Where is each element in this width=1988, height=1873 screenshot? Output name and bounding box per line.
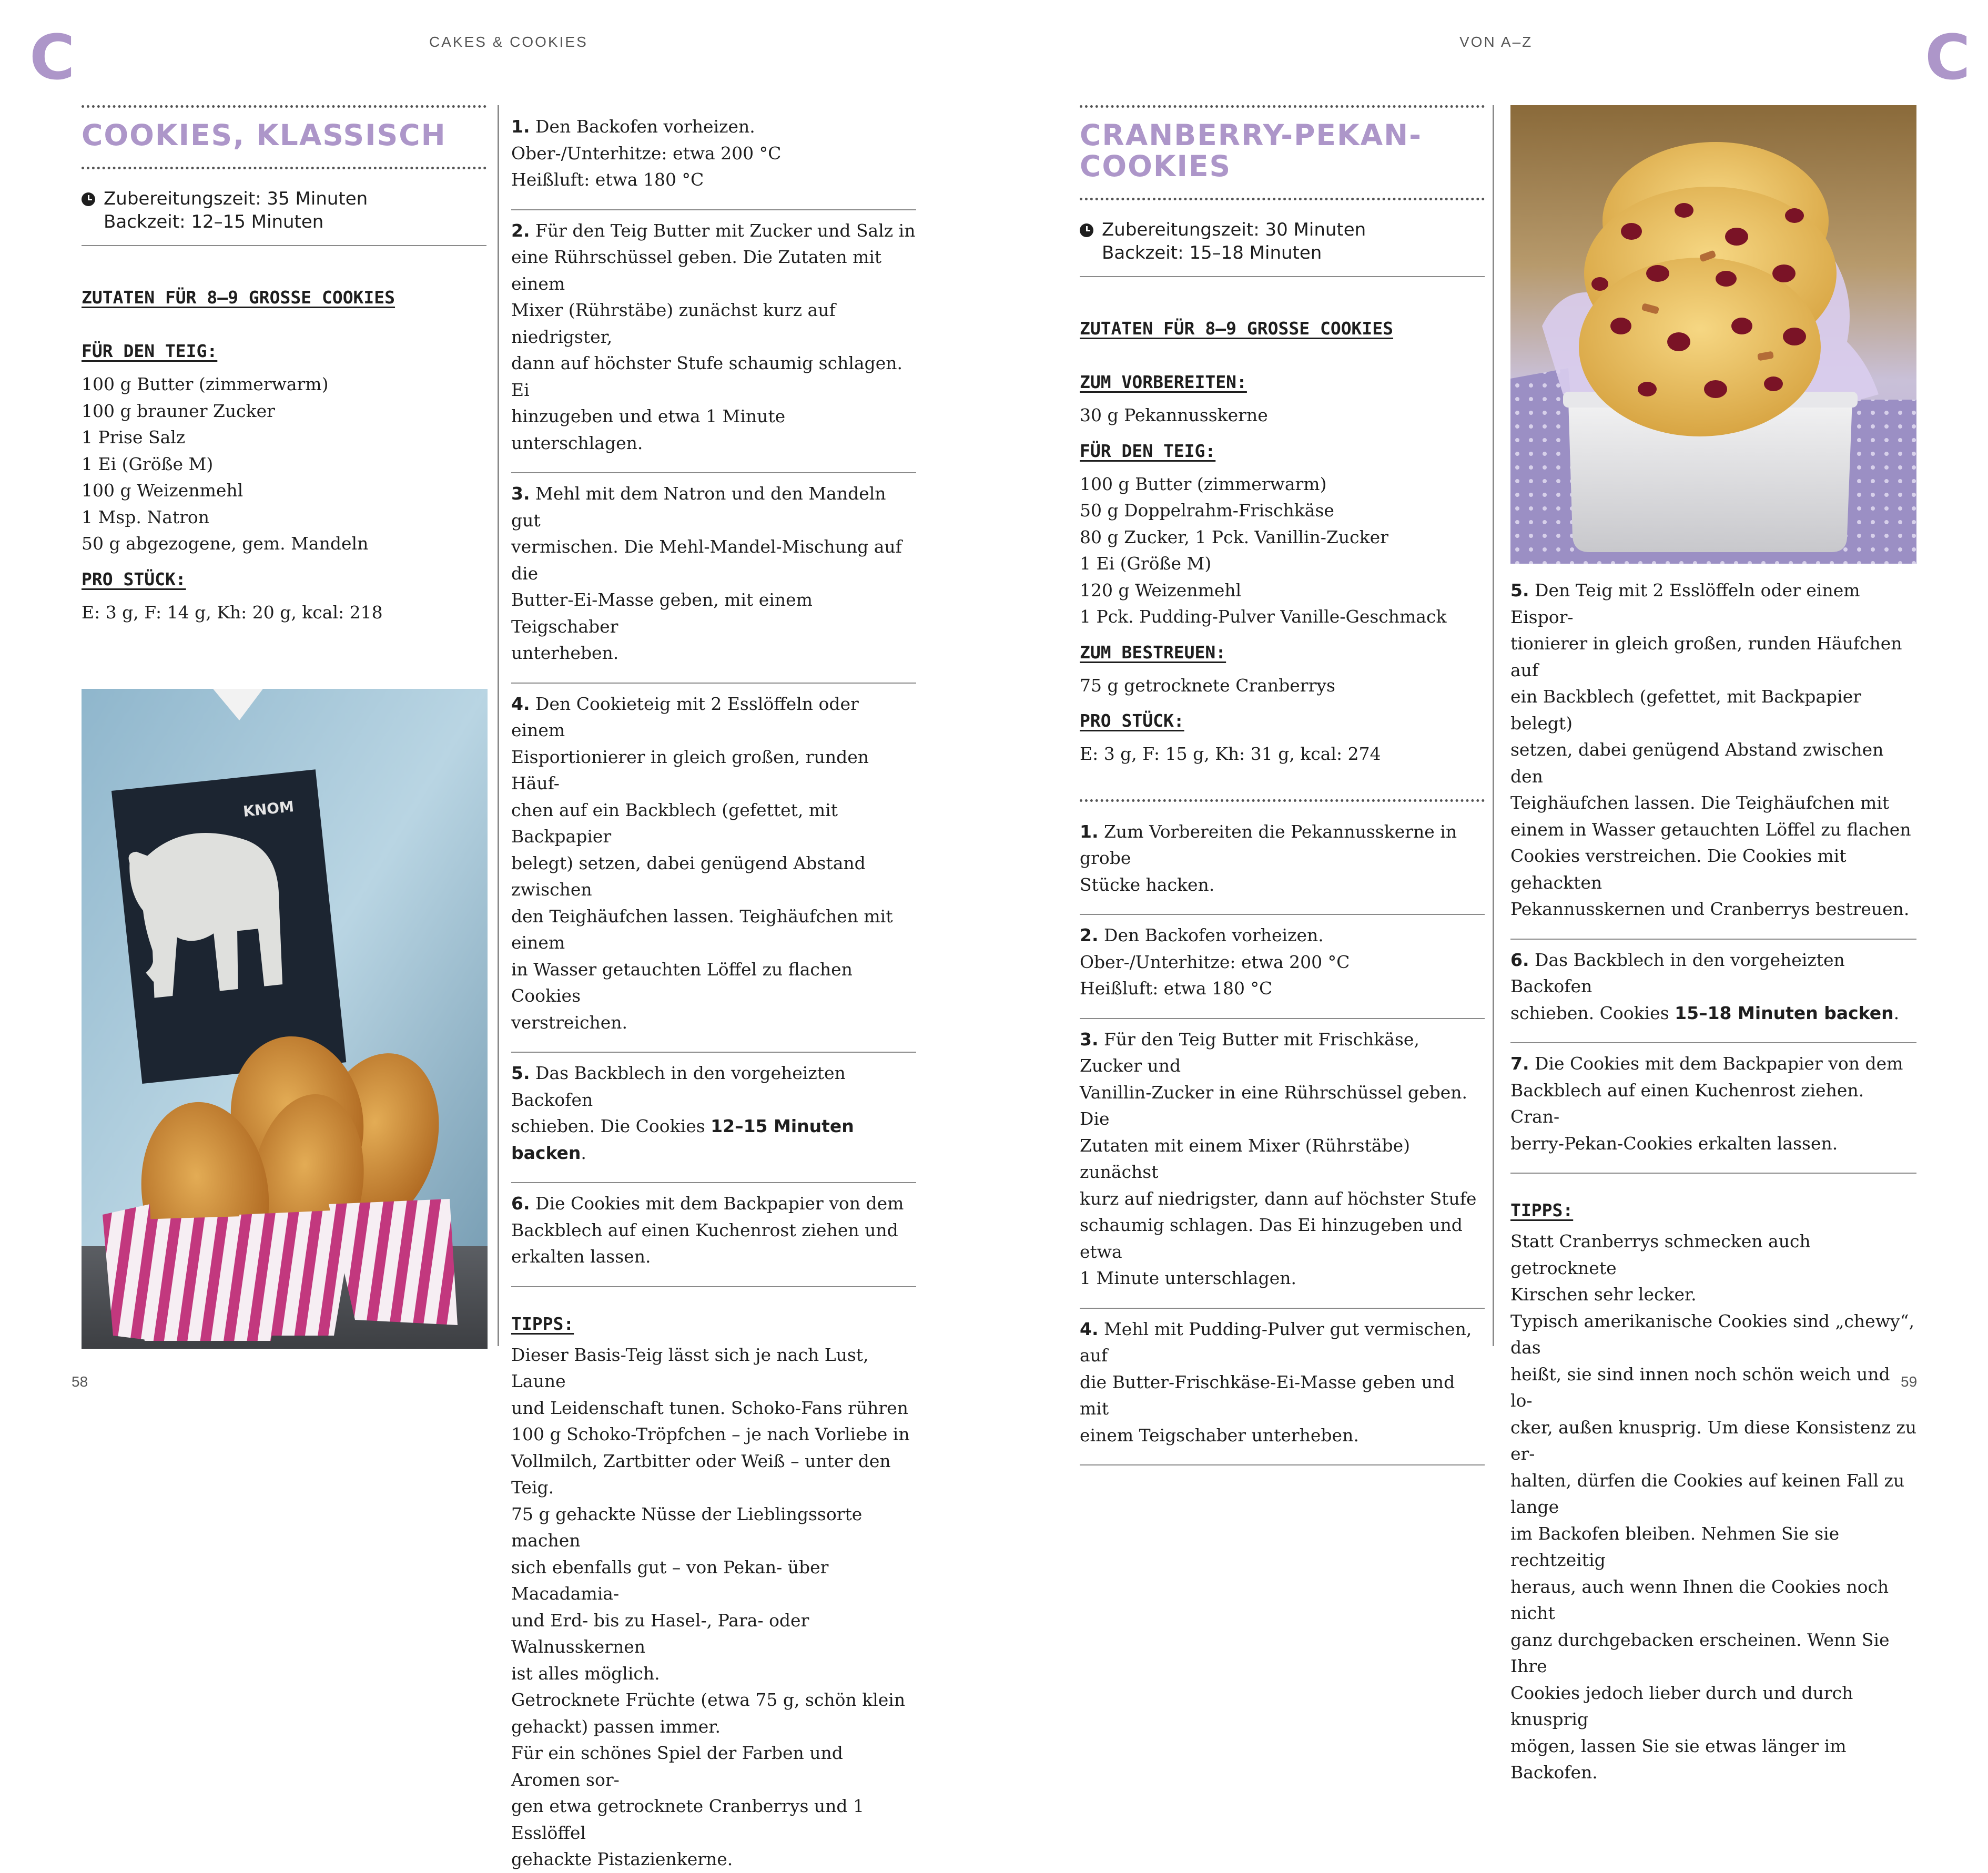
- running-header-left: CAKES & COOKIES: [429, 34, 588, 50]
- step-text: in Wasser getauchten Löffel zu flachen Cookies: [511, 959, 853, 1006]
- tips-line: Cookies jedoch lieber durch und durch knusprig: [1510, 1682, 1853, 1729]
- dotted-rule: [1080, 198, 1485, 200]
- step-text: Teighäufchen lassen. Die Teighäufchen mit: [1510, 792, 1890, 813]
- step-text: Für den Teig Butter mit Frischkäse, Zucker und: [1080, 1029, 1419, 1076]
- step-text: hinzugeben und etwa 1 Minute unterschlagen.: [511, 406, 786, 453]
- step-text: Butter-Ei-Masse geben, mit einem Teigschaber: [511, 589, 813, 637]
- step-text: Eisportionierer in gleich großen, runden Häuf-: [511, 746, 869, 793]
- tips-line: ganz durchgebacken erscheinen. Wenn Sie Ihre: [1510, 1629, 1890, 1676]
- tips-line: und Erd- bis zu Hasel-, Para- oder Walnusskernen: [511, 1610, 809, 1657]
- tips-line: ist alles möglich.: [511, 1663, 660, 1684]
- step-text: Die Cookies mit dem Backpapier von dem: [535, 1193, 904, 1214]
- prep-time-text: Zubereitungszeit: 30 Minuten: [1102, 219, 1366, 240]
- step-number: 1.: [1080, 821, 1099, 842]
- step: [1080, 811, 1485, 915]
- step-text: einem Teigschaber unterheben.: [1080, 1424, 1359, 1446]
- step-text: Mixer (Rührstäbe) zunächst kurz auf niedrigster,: [511, 300, 836, 347]
- tips-line: Statt Cranberrys schmecken auch getrocknete: [1510, 1231, 1811, 1278]
- step: [1080, 1019, 1485, 1309]
- per-piece-heading: PRO STÜCK:: [82, 568, 186, 589]
- step-text: Die Cookies mit dem Backpapier von dem: [1535, 1053, 1903, 1074]
- step: [511, 105, 916, 210]
- tips-line: im Backofen bleiben. Nehmen Sie sie rechtzeitig: [1510, 1523, 1840, 1570]
- step-text: chen auf ein Backblech (gefettet, mit Backpapier: [511, 799, 838, 847]
- step-text: verstreichen.: [511, 1012, 628, 1033]
- step-number: 5.: [511, 1063, 530, 1083]
- tips-heading: TIPPS:: [511, 1313, 574, 1334]
- step-text: vermischen. Die Mehl-Mandel-Mischung auf die: [511, 536, 902, 584]
- step-text: Heißluft: etwa 180 °C: [511, 169, 704, 190]
- step-text: Das Backblech in den vorgeheizten Backofen: [1510, 949, 1845, 996]
- step-number: 7.: [1510, 1053, 1529, 1074]
- ingredient: 100 g Butter (zimmerwarm): [1080, 473, 1327, 494]
- step: [1510, 1043, 1916, 1174]
- ingredient: 80 g Zucker, 1 Pck. Vanillin-Zucker: [1080, 526, 1388, 547]
- rule: [82, 245, 486, 246]
- recipe1-steps-column: [511, 105, 916, 1873]
- chapter-letter-right: C: [1925, 21, 1971, 94]
- dotted-rule: [1080, 105, 1485, 108]
- step-text: .: [1893, 1002, 1900, 1023]
- step-text: berry-Pekan-Cookies erkalten lassen.: [1510, 1133, 1838, 1154]
- step-text: Mehl mit Pudding-Pulver gut vermischen, auf: [1080, 1318, 1472, 1366]
- step-text: Das Backblech in den vorgeheizten Backofen: [511, 1063, 846, 1110]
- step-text: Vanillin-Zucker in eine Rührschüssel geben. Die: [1080, 1082, 1468, 1129]
- step-text: setzen, dabei genügend Abstand zwischen den: [1510, 739, 1884, 787]
- clock-icon: [1080, 223, 1093, 237]
- prep-time: [1080, 218, 1485, 264]
- recipe2-info-column: [1080, 105, 1485, 1465]
- ingredient: 120 g Weizenmehl: [1080, 579, 1242, 600]
- tips-heading: TIPPS:: [1510, 1200, 1574, 1220]
- tips-line: Vollmilch, Zartbitter oder Weiß – unter den Teig.: [511, 1450, 891, 1498]
- step-text: schieben. Die Cookies: [511, 1116, 711, 1136]
- step: [511, 210, 916, 474]
- step-text: dann auf höchster Stufe schaumig schlagen. Ei: [511, 353, 902, 400]
- ingredients-heading: ZUTATEN FÜR 8–9 GROSSE COOKIES: [82, 287, 395, 308]
- tips-line: sich ebenfalls gut – von Pekan- über Macadamia-: [511, 1556, 829, 1604]
- ingredient: 1 Pck. Pudding-Pulver Vanille-Geschmack: [1080, 606, 1447, 627]
- nutrition: E: 3 g, F: 15 g, Kh: 31 g, kcal: 274: [1080, 744, 1381, 764]
- column-divider: [498, 105, 499, 1346]
- step-text: Mehl mit dem Natron und den Mandeln gut: [511, 483, 886, 531]
- step-text: schieben. Cookies: [1510, 1002, 1675, 1023]
- dotted-rule: [82, 105, 486, 108]
- nutrition: E: 3 g, F: 14 g, Kh: 20 g, kcal: 218: [82, 602, 383, 623]
- step-text: Den Teig mit 2 Esslöffeln oder einem Eispor-: [1510, 580, 1860, 627]
- dotted-rule: [82, 167, 486, 169]
- step-text: Den Backofen vorheizen.: [535, 116, 755, 137]
- recipe1-info-column: [82, 105, 486, 626]
- step: [511, 1053, 916, 1183]
- tips-text: [1510, 1228, 1916, 1786]
- recipe-title-line: COOKIES: [1080, 149, 1232, 183]
- bake-time-text: Backzeit: 12–15 Minuten: [104, 211, 324, 232]
- step-number: 4.: [511, 693, 530, 714]
- step-text: Heißluft: etwa 180 °C: [1080, 978, 1273, 999]
- step-number: 6.: [511, 1193, 530, 1214]
- step-text: Cookies verstreichen. Die Cookies mit gehackten: [1510, 846, 1847, 893]
- tips-line: Für ein schönes Spiel der Farben und Aromen sor-: [511, 1743, 843, 1790]
- poster-label: KNOM: [242, 798, 295, 820]
- step-text: Ober-/Unterhitze: etwa 200 °C: [511, 142, 782, 164]
- bake-time-bold: 15–18 Minuten backen: [1675, 1002, 1894, 1023]
- step-number: 5.: [1510, 580, 1529, 600]
- tips-line: gen etwa getrocknete Cranberrys und 1 Esslöffel: [511, 1796, 865, 1843]
- ingredient: 50 g Doppelrahm-Frischkäse: [1080, 500, 1334, 521]
- tips-line: Dieser Basis-Teig lässt sich je nach Lust, Laune: [511, 1344, 869, 1391]
- tips-line: Kirschen sehr lecker.: [1510, 1284, 1697, 1305]
- clock-icon: [82, 192, 95, 206]
- step-text: die Butter-Frischkäse-Ei-Masse geben und mit: [1080, 1371, 1455, 1419]
- step-text: erkalten lassen.: [511, 1246, 651, 1267]
- dough-list: [1080, 471, 1485, 630]
- ingredient: 1 Ei (Größe M): [82, 453, 214, 474]
- ingredient: 1 Ei (Größe M): [1080, 553, 1212, 574]
- recipe-title: [1080, 120, 1485, 182]
- step-text: kurz auf niedrigster, dann auf höchster Stufe: [1080, 1188, 1477, 1209]
- step-text: belegt) setzen, dabei genügend Abstand zwischen: [511, 852, 866, 900]
- step-number: 2.: [511, 220, 530, 241]
- dough-heading: FÜR DEN TEIG:: [82, 341, 218, 361]
- tips-line: heraus, auch wenn Ihnen die Cookies noch nicht: [1510, 1576, 1889, 1623]
- step: [1510, 940, 1916, 1044]
- step-text: schaumig schlagen. Das Ei hinzugeben und etwa: [1080, 1215, 1463, 1262]
- ingredients-heading: ZUTATEN FÜR 8–9 GROSSE COOKIES: [1080, 318, 1394, 339]
- recipe-title-line: CRANBERRY-PEKAN-: [1080, 118, 1422, 152]
- step: [1080, 915, 1485, 1019]
- running-header-right: VON A–Z: [1459, 34, 1533, 50]
- step-text: 1 Minute unterschlagen.: [1080, 1268, 1296, 1288]
- step-text: tionierer in gleich großen, runden Häufchen auf: [1510, 633, 1902, 680]
- bake-time-bold: 12–15 Minuten backen: [511, 1116, 854, 1163]
- step-number: 2.: [1080, 925, 1099, 945]
- step-number: 1.: [511, 116, 530, 137]
- step-text: Ober-/Unterhitze: etwa 200 °C: [1080, 951, 1350, 972]
- step-text: den Teighäufchen lassen. Teighäufchen mit einem: [511, 905, 893, 953]
- bake-time-text: Backzeit: 15–18 Minuten: [1102, 242, 1322, 263]
- step-text: Backblech auf einen Kuchenrost ziehen und: [511, 1219, 898, 1240]
- step-number: 6.: [1510, 949, 1529, 970]
- step-text: Pekannusskernen und Cranberrys bestreuen.: [1510, 899, 1910, 919]
- prep-time: [82, 187, 486, 233]
- prep-time-text: Zubereitungszeit: 35 Minuten: [104, 188, 368, 209]
- step-text: Den Cookieteig mit 2 Esslöffeln oder einem: [511, 693, 859, 740]
- ingredient: 1 Msp. Natron: [82, 506, 210, 527]
- dough-heading: FÜR DEN TEIG:: [1080, 440, 1216, 461]
- step: [511, 473, 916, 684]
- ingredient: 100 g brauner Zucker: [82, 400, 275, 421]
- tips-text: [511, 1342, 916, 1873]
- step-number: 3.: [1080, 1029, 1099, 1050]
- ingredient: 50 g abgezogene, gem. Mandeln: [82, 533, 369, 554]
- step-number: 4.: [1080, 1318, 1099, 1339]
- tips-line: heißt, sie sind innen noch schön weich und lo-: [1510, 1363, 1890, 1411]
- recipe2-steps-right: [1510, 577, 1916, 1786]
- step-text: ein Backblech (gefettet, mit Backpapier belegt): [1510, 686, 1862, 734]
- recipe2-steps-left: [1080, 811, 1485, 1466]
- dough-list: [82, 371, 486, 557]
- tips-line: cker, außen knusprig. Um diese Konsistenz zu er-: [1510, 1417, 1917, 1464]
- step-text: Den Backofen vorheizen.: [1104, 925, 1324, 945]
- ingredient: 1 Prise Salz: [82, 427, 186, 447]
- ingredient: 75 g getrocknete Cranberrys: [1080, 675, 1335, 696]
- tips-line: gehackt) passen immer.: [511, 1716, 721, 1737]
- step-text: einem in Wasser getauchten Löffel zu flachen: [1510, 819, 1911, 840]
- sprinkle-heading: ZUM BESTREUEN:: [1080, 642, 1226, 663]
- chapter-letter-left: C: [29, 21, 75, 94]
- tips-line: 75 g gehackte Nüsse der Lieblingssorte machen: [511, 1503, 863, 1551]
- step: [1510, 577, 1916, 940]
- rule: [1080, 276, 1485, 277]
- column-divider: [1493, 105, 1494, 1346]
- recipe-title: COOKIES, KLASSISCH: [82, 118, 447, 152]
- ingredient: 100 g Weizenmehl: [82, 480, 244, 501]
- step-text: Stücke hacken.: [1080, 874, 1215, 895]
- tips-line: halten, dürfen die Cookies auf keinen Fall zu lange: [1510, 1470, 1905, 1517]
- ingredient: 30 g Pekannusskerne: [1080, 405, 1268, 425]
- step: [511, 1183, 916, 1287]
- cranberry-cookies-photo: [1510, 105, 1916, 564]
- tips-line: mögen, lassen Sie sie etwas länger im Backofen.: [1510, 1735, 1847, 1783]
- tips-line: 100 g Schoko-Tröpfchen – je nach Vorliebe in: [511, 1424, 910, 1444]
- dotted-rule: [1080, 799, 1485, 802]
- step-number: 3.: [511, 483, 530, 504]
- cookies-photo: [82, 689, 488, 1349]
- step-text: unterheben.: [511, 643, 619, 663]
- per-piece-heading: PRO STÜCK:: [1080, 710, 1184, 731]
- tips-line: und Leidenschaft tunen. Schoko-Fans rühren: [511, 1397, 908, 1418]
- tips-line: gehackte Pistazienkerne.: [511, 1849, 733, 1869]
- page-number-left: 58: [72, 1373, 88, 1390]
- tips-line: Getrocknete Früchte (etwa 75 g, schön klein: [511, 1689, 906, 1710]
- step-text: Zum Vorbereiten die Pekannusskerne in grobe: [1080, 821, 1457, 868]
- step-text: .: [581, 1142, 586, 1163]
- step: [1080, 1309, 1485, 1466]
- step-text: Zutaten mit einem Mixer (Rührstäbe) zunächst: [1080, 1135, 1411, 1182]
- tips-line: Typisch amerikanische Cookies sind „chewy“, das: [1510, 1310, 1914, 1358]
- prep-heading: ZUM VORBEREITEN:: [1080, 372, 1247, 392]
- step: [511, 684, 916, 1053]
- step-text: Für den Teig Butter mit Zucker und Salz in: [535, 220, 916, 241]
- step-text: eine Rührschüssel geben. Die Zutaten mit einem: [511, 247, 882, 294]
- page-number-right: 59: [1901, 1373, 1918, 1390]
- step-text: Backblech auf einen Kuchenrost ziehen. Cran-: [1510, 1080, 1864, 1127]
- ingredient: 100 g Butter (zimmerwarm): [82, 374, 329, 394]
